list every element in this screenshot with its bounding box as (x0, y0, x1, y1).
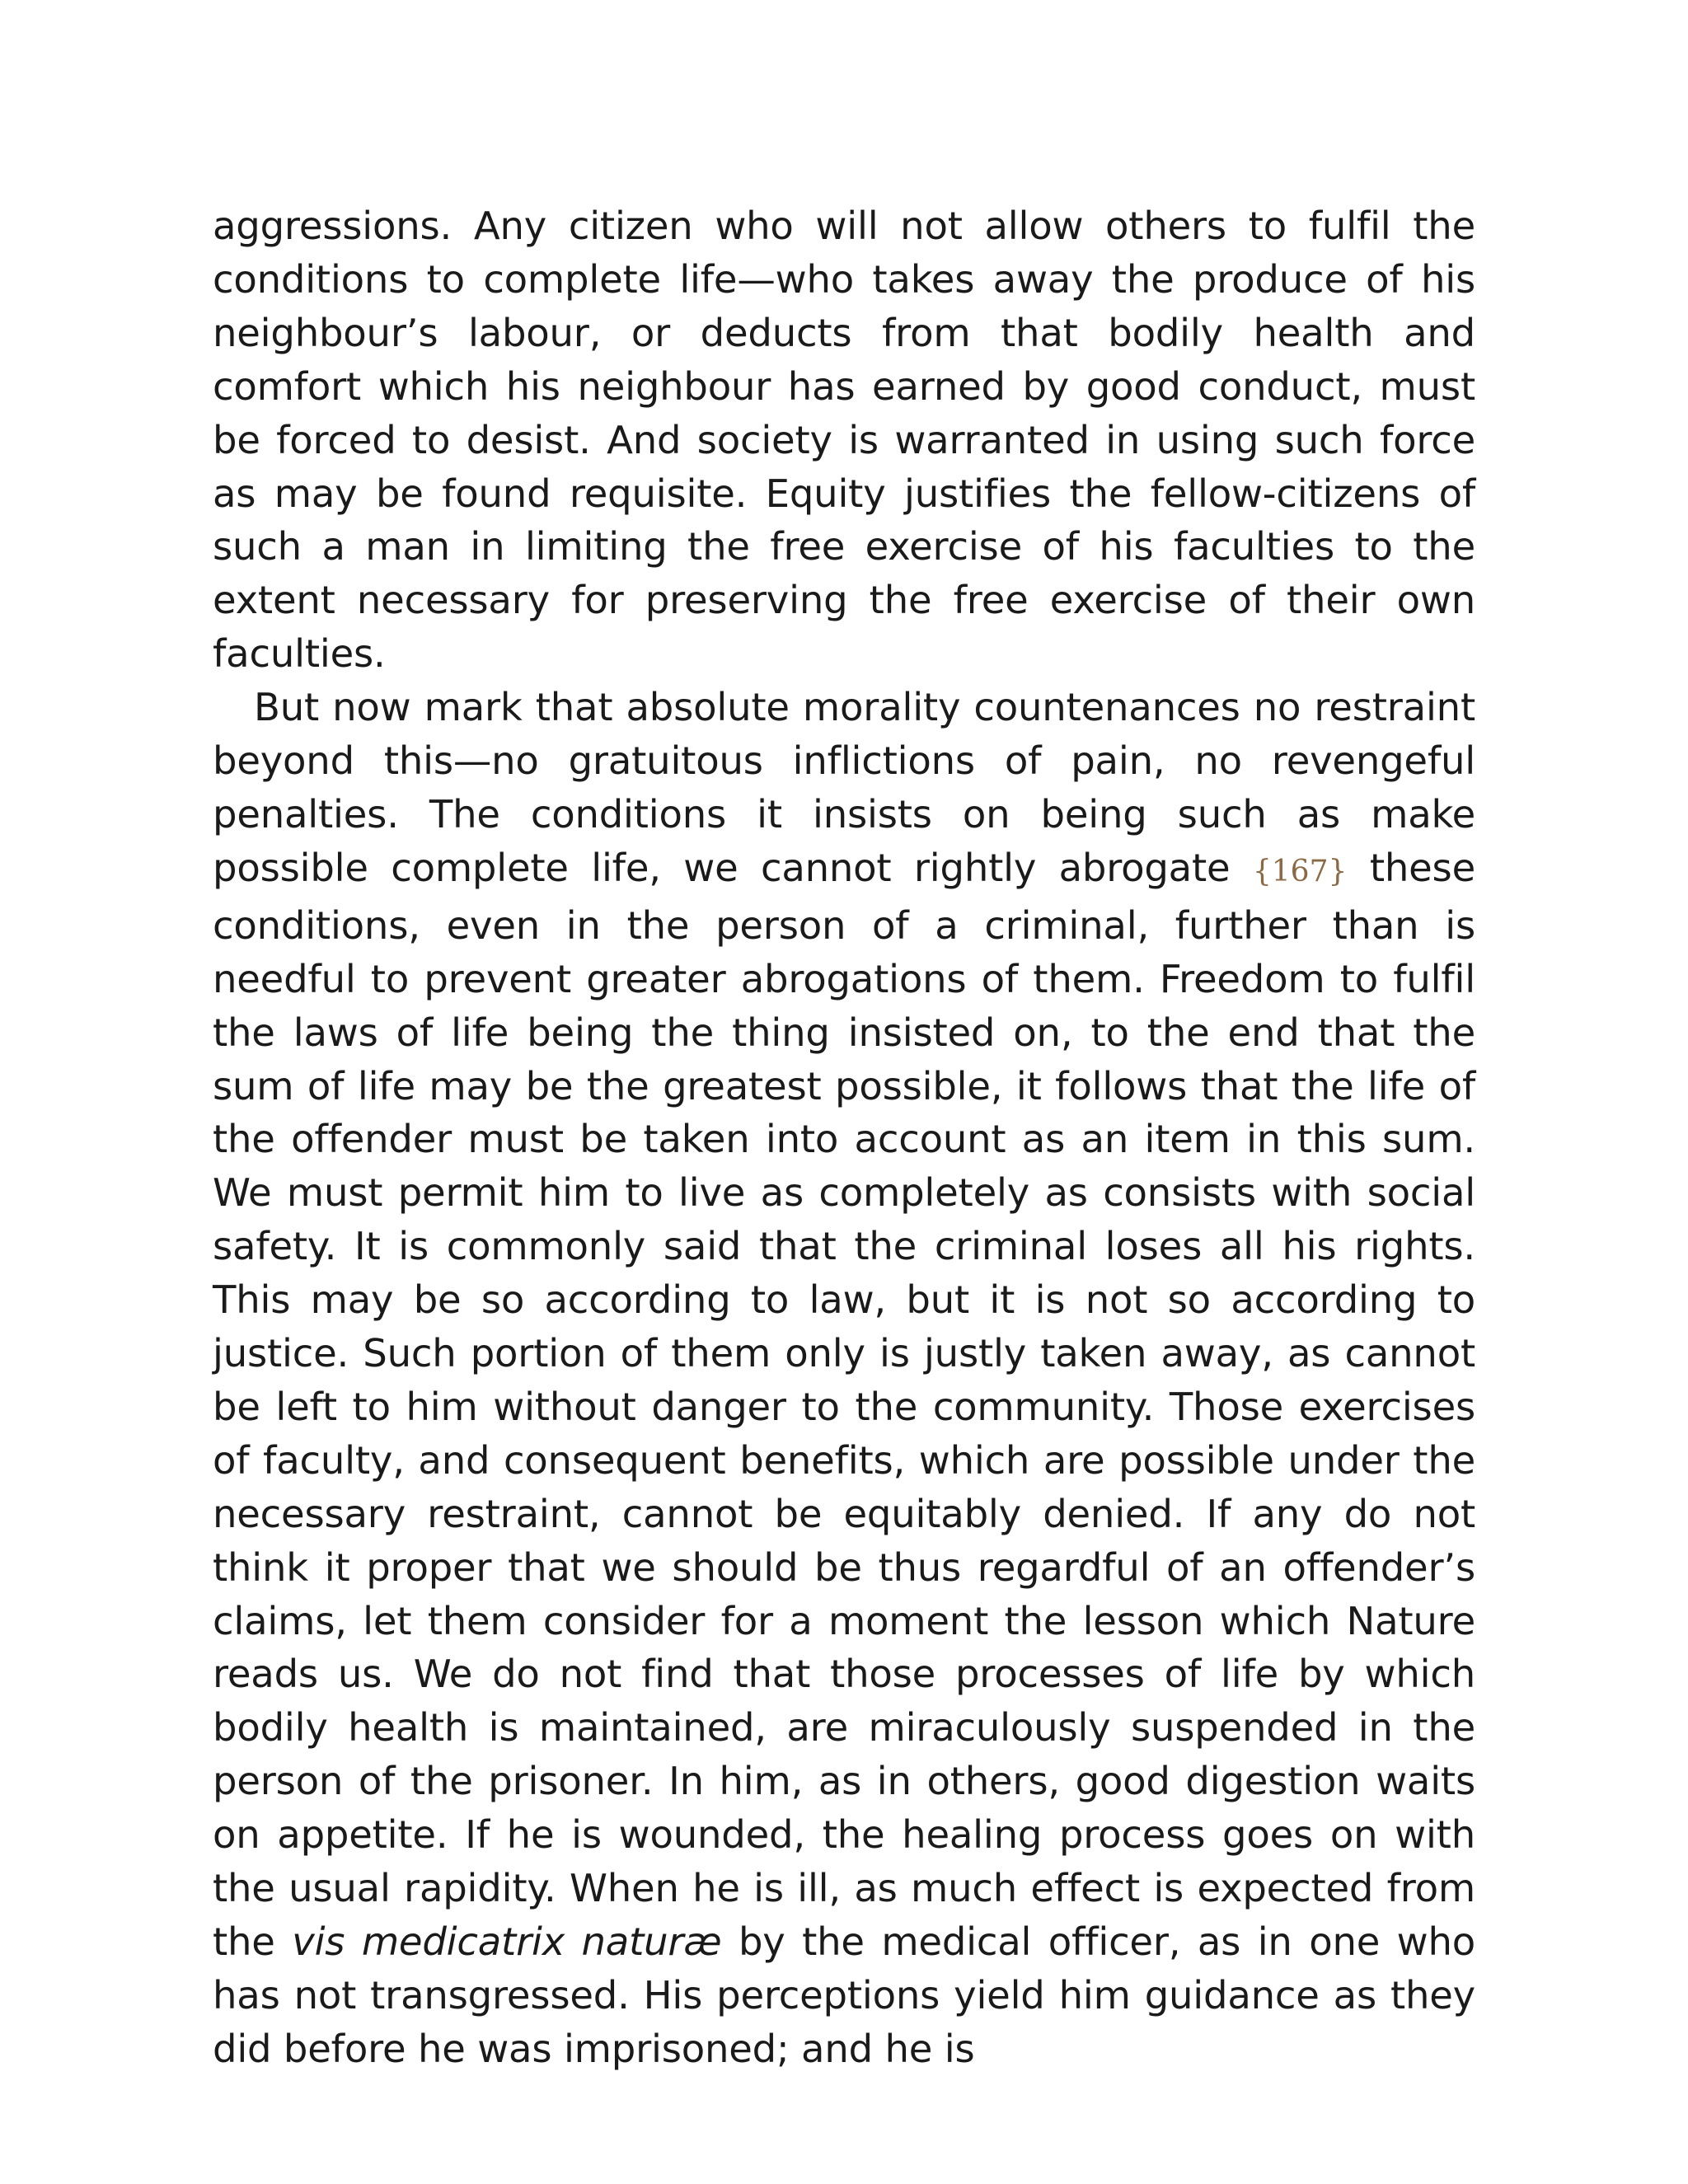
page-number-marker: {167} (1252, 854, 1348, 888)
paragraph (213, 681, 1475, 2076)
book-page-text (213, 199, 1475, 2076)
paragraph-text: by the medical officer, as in one who has not transgressed. His perceptions yield him guidance as they did before he was imprisoned; and he is (213, 1919, 1475, 2071)
paragraph: aggressions. Any citizen who will not allow others to fulfil the conditions to complete life—who takes away the produce of his neighbour’s labour, or deducts from that bodily health and comfort which his neighbour has earned by good conduct, must be forced to desist. And society is warranted in using such force as may be found requisite. Equity justifies the fellow-citizens of such a man in limiting the free exercise of his faculties to the extent necessary for preserving the free exercise of their own faculties. (213, 204, 1475, 677)
paragraph-text: But now mark that absolute morality countenances no restraint beyond this—no gratuitous inflictions of pain, no revengeful penalties. The conditions it insists on being such as make possible complete life, we cannot rightly abrogate (213, 685, 1475, 890)
paragraph-text: these conditions, even in the person of a criminal, further than is needful to prevent greater abrogations of them. Freedom to fulfil the laws of life being the thing insisted on, to the end that the sum of life may be the greatest possible, it follows that the life of the offender must be taken into account as an item in this sum. We must permit him to live as completely as consists with social safety. It is commonly said that the criminal loses all his rights. This may be so according to law, but it is not so according to justice. Such portion of them only is justly taken away, as cannot be left to him without danger to the community. Those exercises of faculty, and consequent benefits, which are possible under the necessary restraint, cannot be equitably denied. If any do not think it proper that we should be thus regardful of an offender’s claims, let them consider for a moment the lesson which Nature reads us. We do not find that those processes of life by which bodily health is maintained, are miraculously suspended in the person of the prisoner. In him, as in others, good digestion waits on appetite. If he is wounded, the healing process goes on with the usual rapidity. When he is ill, as much effect is expected from the (213, 845, 1475, 1964)
italic-phrase: vis medicatrix naturæ (292, 1919, 722, 1964)
